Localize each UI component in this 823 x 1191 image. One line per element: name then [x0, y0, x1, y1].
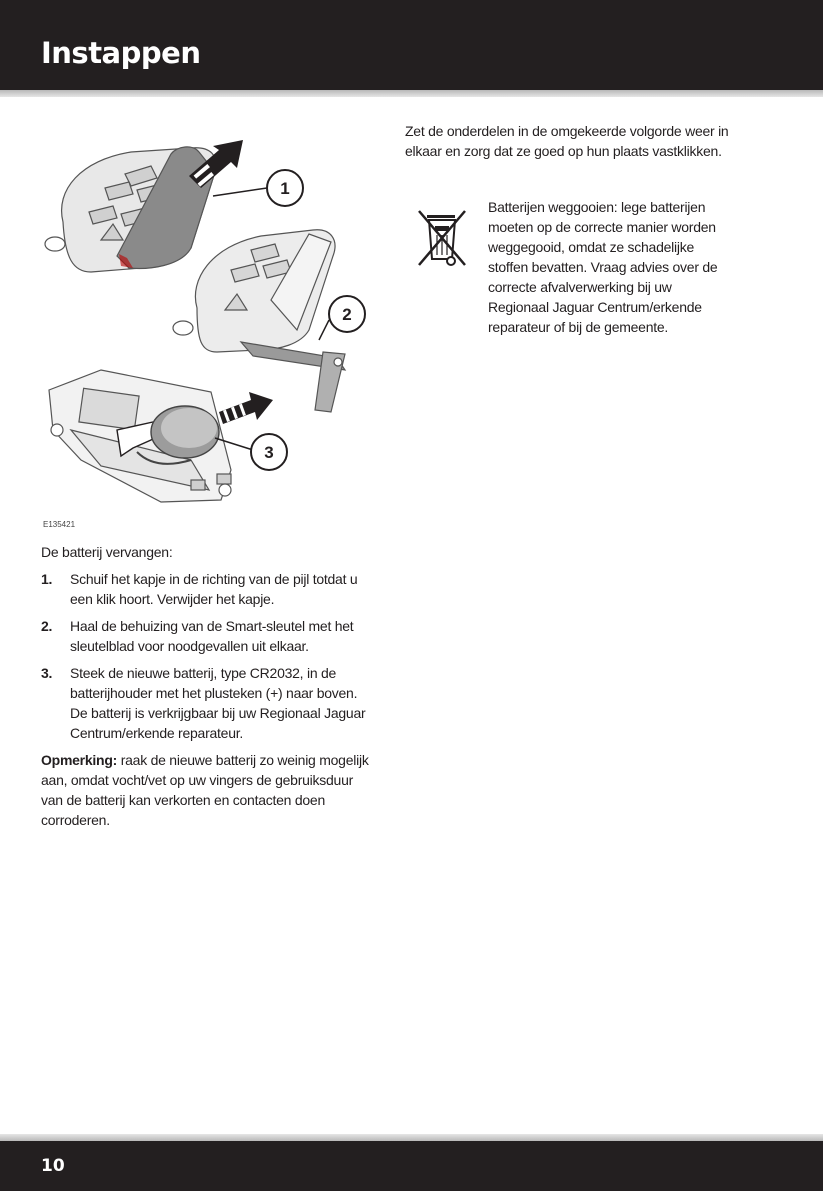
callout-1-label: 1: [280, 179, 290, 198]
step-number: 3.: [41, 665, 53, 681]
header-divider: [0, 90, 823, 97]
reassemble-paragraph: Zet de onderdelen in de omgekeerde volgorde weer in elkaar en zorg dat ze goed op hun plaats vastklikken.: [405, 123, 729, 159]
step-text: Steek de nieuwe batterij, type CR2032, in de batterijhouder met het plusteken (+) naar boven. De batterij is verkrijgbaar bij uw Regionaal Jaguar Centrum/erkende reparateur.: [70, 665, 366, 741]
step-number: 1.: [41, 571, 53, 587]
note-text: raak de nieuwe batterij zo weinig mogelijk aan, omdat vocht/vet op uw vingers de gebruiksduur van de batterij kan verkorten en contacten doen corroderen.: [41, 752, 369, 828]
footer-divider: [0, 1134, 823, 1141]
callout-2-label: 2: [342, 305, 352, 324]
step-text: Schuif het kapje in de richting van de pijl totdat u een klik hoort. Verwijder het kapje.: [70, 571, 358, 607]
arrow-icon: [219, 392, 273, 424]
callout-3-label: 3: [264, 443, 274, 462]
note-paragraph: [41, 750, 371, 830]
list-item: [41, 616, 371, 656]
battery-replacement-illustration: [41, 130, 371, 532]
list-item: [41, 569, 371, 609]
note-label: Opmerking:: [41, 752, 118, 768]
key-fob-cover-illustration: [45, 147, 216, 272]
page-header: [0, 0, 823, 90]
page-title: Instappen: [41, 36, 201, 70]
instructions-column: [41, 542, 371, 844]
page-number: 10: [41, 1156, 65, 1176]
list-item: [41, 663, 371, 743]
crossed-out-wheelie-bin-icon: [413, 205, 471, 271]
step-number: 2.: [41, 618, 53, 634]
key-housing-illustration: [173, 230, 345, 412]
page-footer: [0, 1141, 823, 1191]
figure-id: E135421: [43, 520, 76, 529]
step-text: Haal de behuizing van de Smart-sleutel met het sleutelblad voor noodgevallen uit elkaar.: [70, 618, 354, 654]
instructions-intro: De batterij vervangen:: [41, 544, 173, 560]
warning-text: Batterijen weggooien: lege batterijen moeten op de correcte manier worden weggegooid, omdat ze schadelijke stoffen bevatten. Vraag advies over de correcte afvalverwerking bij uw Regionaal Jaguar Centrum/erkende reparateur of bij de gemeente.: [488, 199, 718, 335]
